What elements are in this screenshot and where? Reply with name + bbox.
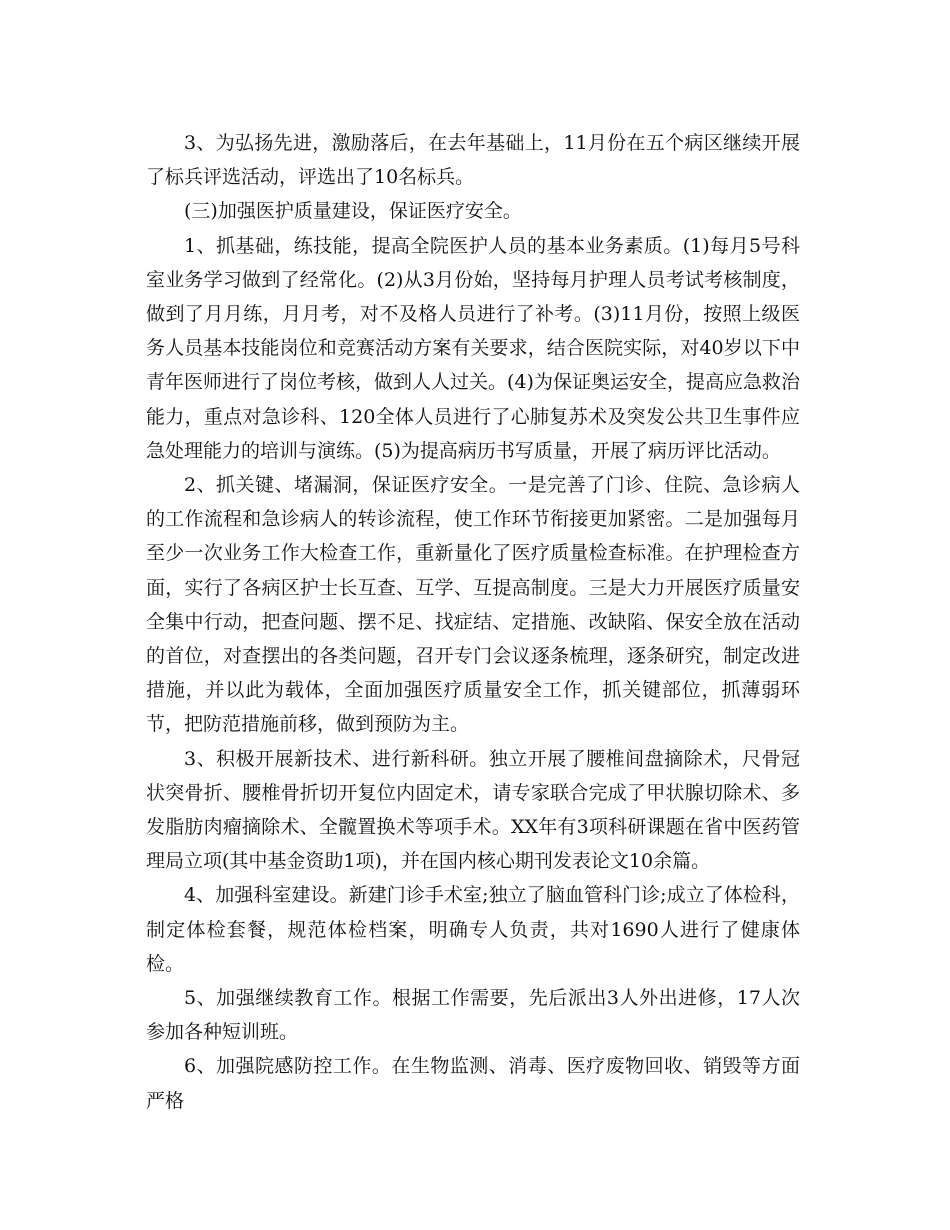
- paragraph-4: 3、积极开展新技术、进行新科研。独立开展了腰椎间盘摘除术，尺骨冠状突骨折、腰椎骨折切开复位内固定术，请专家联合完成了甲状腺切除术、多发脂肪肉瘤摘除术、全髋置换术等项手术。XX年有3项科研课题在省中医药管理局立项(其中基金资助1项)，并在国内核心期刊发表论文10余篇。: [146, 747, 800, 873]
- document-body: [146, 126, 800, 1118]
- paragraph-2: 1、抓基础，练技能，提高全院医护人员的基本业务素质。(1)每月5号科室业务学习做到了经常化。(2)从3月份始，坚持每月护理人员考试考核制度，做到了月月练，月月考，对不及格人员进行了补考。(3)11月份，按照上级医务人员基本技能岗位和竞赛活动方案有关要求，结合医院实际，对40岁以下中青年医师进行了岗位考核，做到人人过关。(4)为保证奥运安全，提高应急救治能力，重点对急诊科、120全体人员进行了心肺复苏术及突发公共卫生事件应急处理能力的培训与演练。(5)为提高病历书写质量，开展了病历评比活动。: [146, 234, 800, 462]
- paragraph-7: 6、加强院感防控工作。在生物监测、消毒、医疗废物回收、销毁等方面严格: [146, 1055, 800, 1112]
- paragraph-3: 2、抓关键、堵漏洞，保证医疗安全。一是完善了门诊、住院、急诊病人的工作流程和急诊病人的转诊流程，使工作环节衔接更加紧密。二是加强每月至少一次业务工作大检查工作，重新量化了医疗质量检查标准。在护理检查方面，实行了各病区护士长互查、互学、互提高制度。三是大力开展医疗质量安全集中行动，把查问题、摆不足、找症结、定措施、改缺陷、保安全放在活动的首位，对查摆出的各类问题，召开专门会议逐条梳理，逐条研究，制定改进措施，并以此为载体，全面加强医疗质量安全工作，抓关键部位，抓薄弱环节，把防范措施前移，做到预防为主。: [146, 474, 800, 736]
- paragraph-5: 4、加强科室建设。新建门诊手术室;独立了脑血管科门诊;成立了体检科，制定体检套餐，规范体检档案，明确专人负责，共对1690人进行了健康体检。: [146, 884, 800, 975]
- paragraph-6: 5、加强继续教育工作。根据工作需要，先后派出3人外出进修，17人次参加各种短训班。: [146, 987, 800, 1044]
- paragraph-1: 3、为弘扬先进，激励落后，在去年基础上，11月份在五个病区继续开展了标兵评选活动，评选出了10名标兵。: [146, 132, 800, 189]
- section-heading-3: (三)加强医护质量建设，保证医疗安全。: [184, 200, 522, 223]
